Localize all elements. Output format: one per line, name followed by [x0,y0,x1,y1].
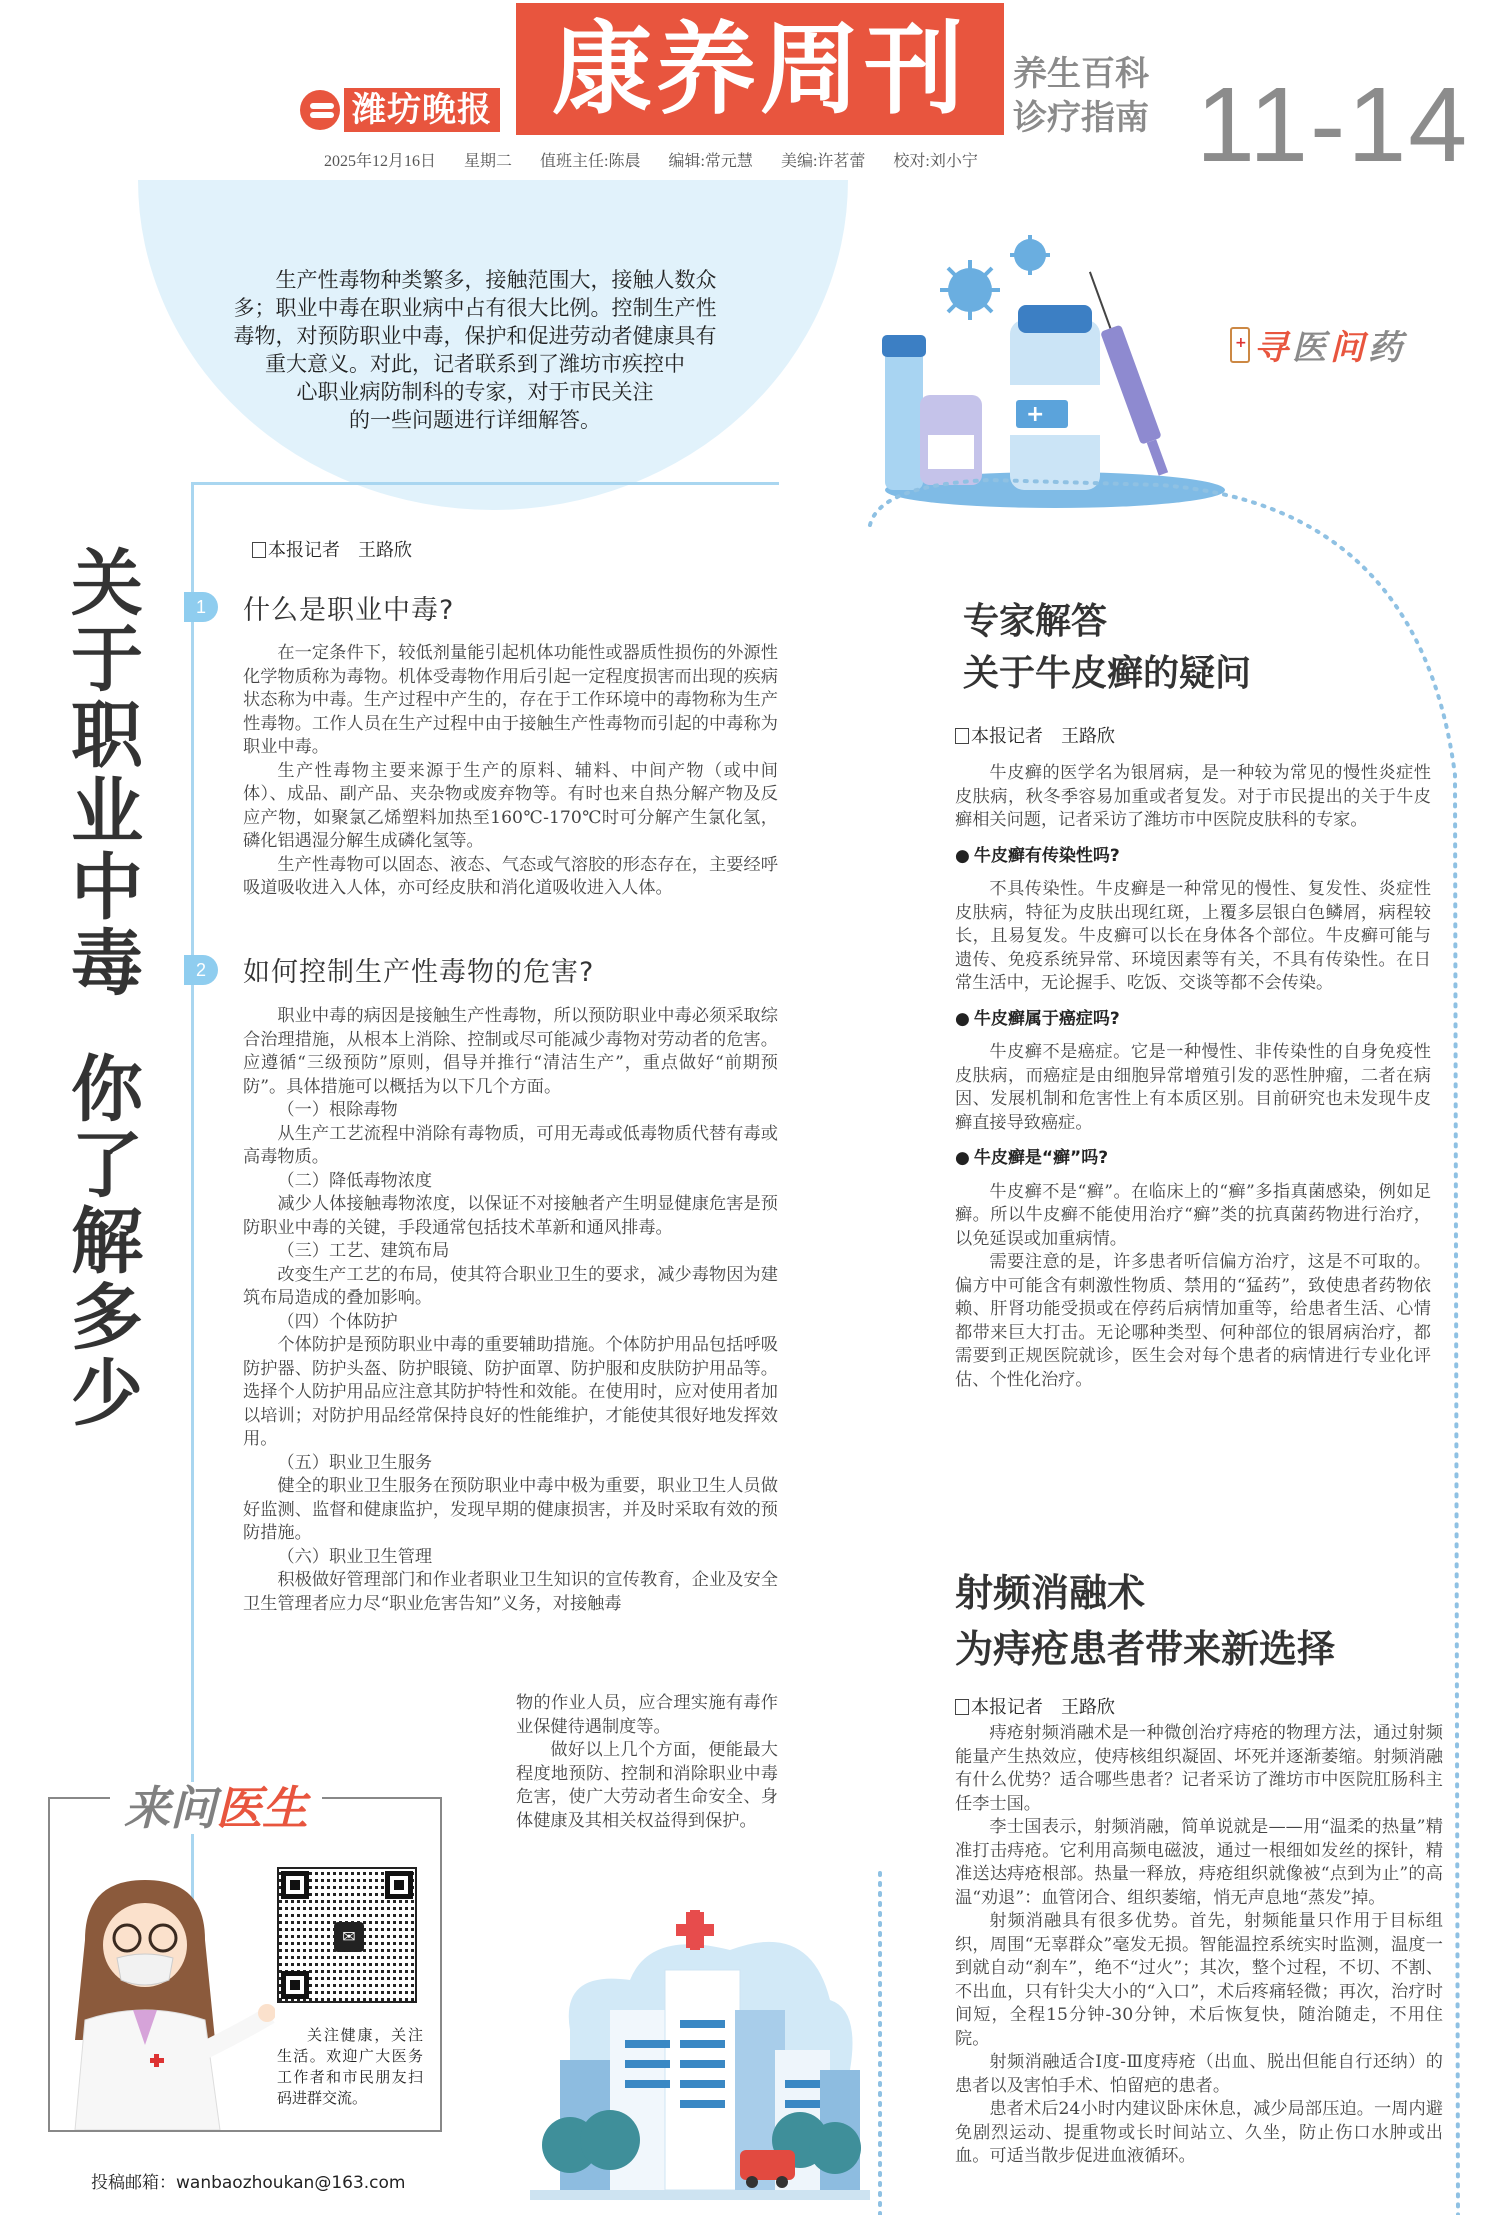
question-heading: ● 牛皮癣是“癣”吗? [955,1147,1431,1171]
intro-line: 多；职业中毒在职业病中占有很大比例。控制生产性 [233,296,717,320]
paragraph: 减少人体接触毒物浓度，以保证不对接触者产生明显健康危害是预防职业中毒的关键，手段通常包括技术革新和通风排毒。 [243,1194,778,1238]
paragraph: 生产性毒物主要来源于生产的原料、辅料、中间产物（或中间体）、成品、副产品、夹杂物或废弃物等。有时也来自热分解产物及反应产物，如聚氯乙烯塑料加热至160℃-170℃时可分解产生氯化氢，磷化铝遇湿分解生成磷化氢等。 [243,760,778,851]
byline [955,722,1115,748]
paragraph: 健全的职业卫生服务在预防职业中毒中极为重要，职业卫生人员做好监测、监督和健康监护，发现早期的健康损害，并及时采取有效的预防措施。 [243,1476,778,1543]
doctor-illustration [45,1870,275,2130]
medicine-illustration [860,235,1250,510]
qr-caption: 关注健康，关注生活。欢迎广大医务工作者和市民朋友扫码进群交流。 [277,2026,423,2107]
section-2-body [243,1005,778,1616]
ask-title-grey: 来问 [124,1781,216,1835]
paragraph: 从生产工艺流程中消除有毒物质，可用无毒或低毒物质代替有毒或高毒物质。 [243,1123,778,1167]
title-line: 关于牛皮癣的疑问 [963,652,1252,694]
dateline [324,148,1000,171]
paragraph: 需要注意的是，许多患者听信偏方治疗，这是不可取的。偏方中可能含有刺激性物质、禁用的“猛药”，致使患者药物依赖、肝肾功能受损或在停药后病情加重等，给患者生活、心情都带来巨大打击。无论哪种类型、何种部位的银屑病治疗，都需要到正规医院就诊，医生会对每个患者的病情进行专业化评估、个性化治疗。 [955,1252,1431,1390]
intro-line: 的一些问题进行详细解答。 [349,408,601,432]
vertical-title-line1: 关于职业中毒 [59,545,143,1001]
paragraph: 积极做好管理部门和作业者职业卫生知识的宣传教育，企业及安全卫生管理者应力尽“职业危害告知”义务，对接触毒 [243,1570,778,1614]
paragraph: 做好以上几个方面，便能最大程度地预防、控制和消除职业中毒危害，使广大劳动者生命安全、身体健康及其相关权益得到保护。 [516,1740,778,1831]
paragraph: 生产性毒物可以固态、液态、气态或气溶胶的形态存在，主要经呼吸道吸收进入人体，亦可经皮肤和消化道吸收进入人体。 [243,854,778,898]
paragraph: 患者术后24小时内建议卧床休息，减少局部压迫。一周内避免剧烈运动、提重物或长时间站立、久坐，防止伤口水肿或出血。可适当散步促进血液循环。 [955,2099,1443,2166]
subtitle-2: 诊疗指南 [1013,98,1149,138]
editor: 编辑:常元慧 [668,153,753,170]
intro-line: 生产性毒物种类繁多，接触范围大，接触人数众 [275,268,717,292]
wechat-qr-code[interactable] [277,1867,417,2003]
psoriasis-article-title [963,595,1251,699]
issue-date: 2025年12月16日 [324,153,437,170]
section-heading: 如何控制生产性毒物的危害? [243,957,595,988]
tag-char: 问 [1330,328,1364,368]
proofreader: 校对:刘小宁 [893,153,978,170]
qr-finder [385,1871,413,1899]
title-line: 射频消融术 [955,1570,1146,1615]
paragraph: 射频消融适合Ⅰ度-Ⅲ度痔疮（出血、脱出但能自行还纳）的患者以及害怕手术、怕留疤的患者。 [955,2052,1443,2096]
submission-email[interactable]: 投稿邮箱：wanbaozhoukan@163.com [91,2173,406,2193]
section-number-badge: 1 [184,592,218,622]
intro-text [185,266,765,434]
paragraph: 牛皮癣不是癌症。它是一种慢性、非传染性的自身免疫性皮肤病，而癌症是由细胞异常增殖引发的恶性肿瘤，二者在病因、发展机制和危害性上有本质区别。目前研究也未发现牛皮癣直接导致癌症。 [955,1042,1431,1133]
qr-finder [281,1971,309,1999]
vertical-article-title [56,545,146,1431]
subheading: （二）降低毒物浓度 [277,1170,433,1191]
section-number-badge: 2 [184,955,218,985]
byline-box-icon [252,542,266,558]
duty-editor: 值班主任:陈晨 [540,153,641,170]
intro-line: 心职业病防制科的专家，对于市民关注 [296,380,654,404]
question-heading: ● 牛皮癣属于癌症吗? [955,1008,1431,1032]
section-1-body [243,642,778,901]
medicine-bottle-icon [1230,327,1250,363]
paragraph: 职业中毒的病因是接触生产性毒物，所以预防职业中毒必须采取综合治理措施，从根本上消除、控制或尽可能减少毒物对劳动者的危害。应遵循“三级预防”原则，倡导并推行“清洁生产”，重点做好“前期预防”。具体措施可以概括为以下几个方面。 [243,1006,778,1097]
tag-char: 药 [1368,328,1402,368]
subtitle-1: 养生百科 [1013,54,1149,94]
vertical-title-line2: 你了解多少 [59,1051,143,1431]
ask-title-red: 医生 [216,1781,308,1835]
question-heading: ● 牛皮癣有传染性吗? [955,845,1431,869]
newspaper-logo-icon [300,90,340,130]
page-numbers: 11-14 [1196,66,1470,184]
wechat-icon: ✉ [334,1922,364,1952]
psoriasis-article-body [955,762,1431,1392]
subheading: （五）职业卫生服务 [277,1452,433,1473]
byline-box-icon [955,728,969,744]
rf-article-body [955,1722,1443,2169]
paragraph: 痔疮射频消融术是一种微创治疗痔疮的物理方法，通过射频能量产生热效应，使痔核组织凝固、坏死并逐渐萎缩。射频消融有什么优势？适合哪些患者？记者采访了潍坊市中医院肛肠科主任李士国。 [955,1723,1443,1814]
paragraph: 个体防护是预防职业中毒的重要辅助措施。个体防护用品包括呼吸防护器、防护头盔、防护眼镜、防护面罩、防护服和皮肤防护用品等。选择个人防护用品应注意其防护特性和效能。在使用时，应对使用者加以培训；对防护用品经常保持良好的性能维护，才能使其很好地发挥效用。 [243,1335,778,1449]
ask-doctor-title [110,1782,322,1834]
tag-char: 医 [1292,328,1326,368]
paragraph: 牛皮癣的医学名为银屑病，是一种较为常见的慢性炎症性皮肤病，秋冬季容易加重或者复发。对于市民提出的关于牛皮癣相关问题，记者采访了潍坊市中医院皮肤科的专家。 [955,763,1431,830]
subheading: （一）根除毒物 [277,1100,398,1120]
paragraph: 李士国表示，射频消融，简单说就是——用“温柔的热量”精准打击痔疮。它利用高频电磁波，通过一根细如发丝的探针，精准送达痔疮根部。热量一释放，痔疮组织就像被“点到为止”的高温“劝退”：血管闭合、组织萎缩，悄无声息地“蒸发”掉。 [955,1817,1443,1908]
paragraph: 牛皮癣不是“癣”。在临床上的“癣”多指真菌感染，例如足癣。所以牛皮癣不能使用治疗“癣”类的抗真菌药物进行治疗，以免延误或加重病情。 [955,1181,1431,1249]
section-title: 康养周刊 [516,3,1004,135]
section-tag-logo [1230,320,1402,369]
section-2-tail [516,1692,778,1833]
paragraph: 射频消融具有很多优势。首先，射频能量只作用于目标组织，周围“无辜群众”毫发无损。智能温控系统实时监测，温度一到就自动“刹车”，绝不“过火”；其次，整个过程，不切、不割、不出血，只有针尖大小的“入口”，术后疼痛轻微；再次，治疗时间短，全程15分钟-30分钟，术后恢复快，随治随走，不用住院。 [955,1911,1443,2049]
article-frame-top [191,482,779,485]
newspaper-name: 潍坊晚报 [344,88,500,132]
byline-text: 本报记者 王路欣 [268,540,412,561]
byline-box-icon [955,1699,969,1715]
subheading: （三）工艺、建筑布局 [277,1241,450,1261]
paragraph: 改变生产工艺的布局，使其符合职业卫生的要求，减少毒物因为建筑布局造成的叠加影响。 [243,1264,778,1308]
section-heading: 什么是职业中毒? [243,595,455,626]
byline-text: 本报记者 王路欣 [971,726,1115,747]
paragraph: 物的作业人员，应合理实施有毒作业保健待遇制度等。 [516,1693,778,1737]
subheading: （四）个体防护 [277,1311,398,1332]
newspaper-logo [300,88,500,132]
tag-char: 寻 [1254,328,1288,368]
title-line: 为痔疮患者带来新选择 [955,1626,1336,1671]
qr-finder [281,1871,309,1899]
paragraph: 在一定条件下，较低剂量能引起机体功能性或器质性损伤的外源性化学物质称为毒物。机体受毒物作用后引起一定程度损害而出现的疾病状态称为中毒。生产过程中产生的，存在于工作环境中的毒物称为生产性毒物。工作人员在生产过程中由于接触生产性毒物而引起的中毒称为职业中毒。 [243,643,778,757]
svg-text:+: + [1026,402,1045,427]
byline [955,1693,1115,1719]
paragraph: 不具传染性。牛皮癣是一种常见的慢性、复发性、炎症性皮肤病，特征为皮肤出现红斑，上覆多层银白色鳞屑，病程较长，且易复发。牛皮癣可以长在身体各个部位。牛皮癣可能与遗传、免疫系统异常、环境因素等有关，不具有传染性。在日常生活中，无论握手、吃饭、交谈等都不会传染。 [955,879,1431,993]
hospital-illustration [530,1890,870,2210]
intro-line: 毒物，对预防职业中毒，保护和促进劳动者健康具有 [233,324,717,348]
intro-line: 重大意义。对此，记者联系到了潍坊市疾控中 [265,352,685,376]
weekday: 星期二 [464,153,513,170]
byline-text: 本报记者 王路欣 [971,1697,1115,1718]
section-subtitles [1013,52,1149,140]
art-editor: 美编:许茗蕾 [780,153,866,170]
subheading: （六）职业卫生管理 [277,1546,433,1567]
rf-article-title [955,1565,1335,1677]
title-line: 专家解答 [963,600,1108,642]
byline [252,536,412,562]
